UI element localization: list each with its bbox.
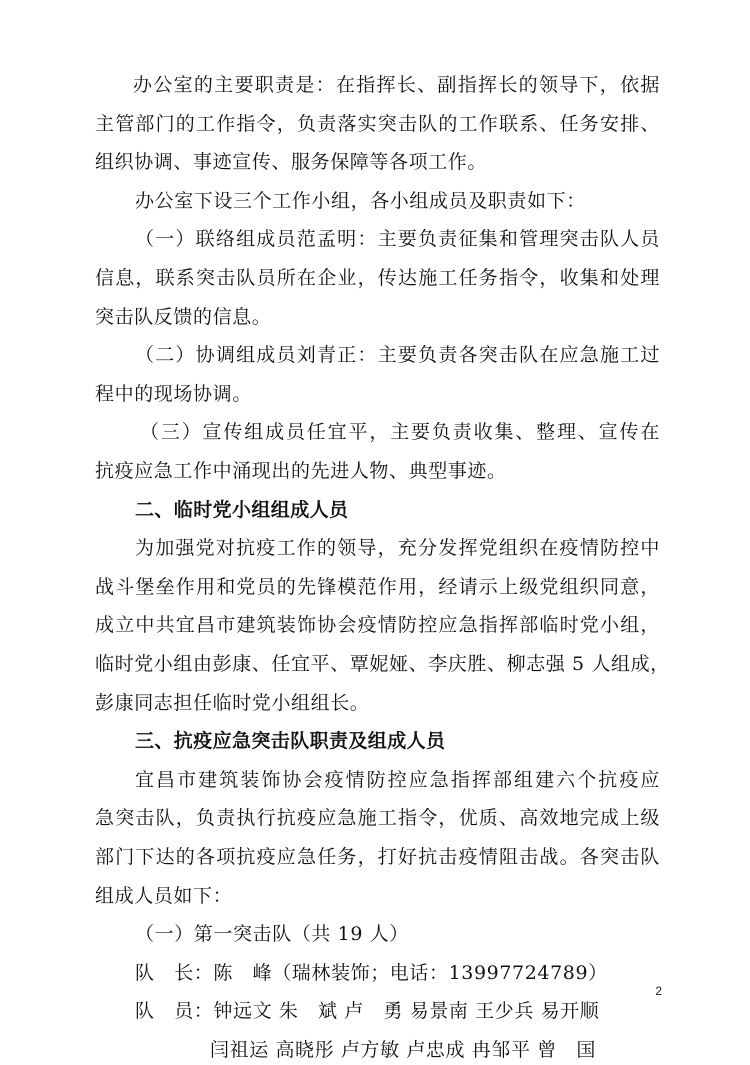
paragraph-line: 组成人员如下： [95,884,233,907]
paragraph-line: 突击队反馈的信息。 [95,305,272,328]
paragraph-line: （二）协调组成员刘青正：主要负责各突击队在应急施工过 [135,344,660,367]
paragraph-line: 程中的现场协调。 [95,382,252,405]
paragraph-line: 部门下达的各项抗疫应急任务，打好抗击疫情阻击战。各突击队 [95,846,660,868]
section-heading: 二、临时党小组组成人员 [135,498,349,521]
paragraph-line: 组织协调、事迹宣传、服务保障等各项工作。 [95,151,488,174]
paragraph-line: （三）宣传组成员任宜平，主要负责收集、整理、宣传在 [140,421,660,444]
page-number: 2 [655,984,662,998]
paragraph-line: 信息，联系突击队员所在企业，传达施工任务指令，收集和处理 [95,267,660,289]
section-heading: 三、抗疫应急突击队职责及组成人员 [135,730,446,753]
paragraph-line: 主管部门的工作指令，负责落实突击队的工作联系、任务安排、 [95,112,660,135]
paragraph-line: 彭康同志担任临时党小组组长。 [95,691,370,714]
team-leader: 队 长：陈 峰（瑞林装饰；电话：13997724789） [135,961,608,984]
paragraph-line: 办公室下设三个工作小组，各小组成员及职责如下： [135,189,586,212]
paragraph-line: 办公室的主要职责是：在指挥长、副指挥长的领导下，依据 [133,74,660,96]
paragraph-line: 临时党小组由彭康、任宜平、覃妮娅、李庆胜、柳志强 5 人组成， [95,653,670,675]
team-title: （一）第一突击队（共 19 人） [135,923,409,946]
team-members-continued: 闫祖运 高晓彤 卢方敏 卢忠成 冉邹平 曾 国 [210,1039,596,1061]
paragraph-line: 急突击队，负责执行抗疫应急施工指令，优质、高效地完成上级 [95,807,660,830]
paragraph-line: 成立中共宜昌市建筑装饰协会疫情防控应急指挥部临时党小组， [95,614,660,637]
paragraph-line: （一）联络组成员范孟明：主要负责征集和管理突击队人员 [135,228,660,251]
team-members: 队 员：钟远文 朱 斌 卢 勇 易景南 王少兵 易开顺 [135,1000,600,1023]
paragraph-line: 为加强党对抗疫工作的领导，充分发挥党组织在疫情防控中 [135,537,660,560]
paragraph-line: 抗疫应急工作中涌现出的先进人物、典型事迹。 [95,460,507,482]
paragraph-line: 宜昌市建筑装饰协会疫情防控应急指挥部组建六个抗疫应 [135,768,660,791]
paragraph-line: 战斗堡垒作用和党员的先锋模范作用，经请示上级党组织同意， [95,575,660,598]
